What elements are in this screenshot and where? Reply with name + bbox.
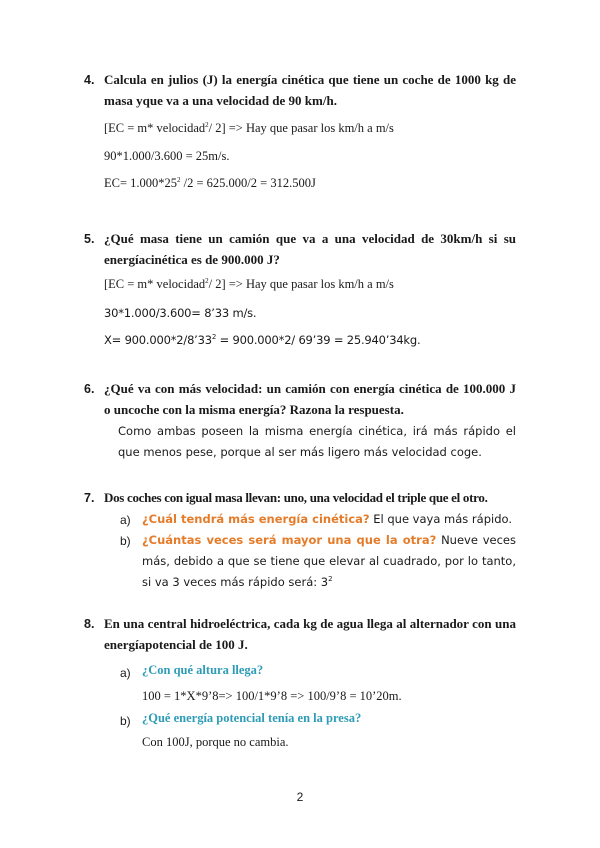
q6-number: 6. <box>84 382 95 396</box>
q4-formula: [EC = m* velocidad$^2$/ 2] => Hay que pasar los km/h a m/s <box>104 121 394 135</box>
q6-line1: ¿Qué va con más velocidad: un camión con energía cinética de 100.000 J <box>104 381 516 396</box>
q5-number: 5. <box>84 232 95 246</box>
q4-calc1: 90*1.000/3.600 = 25m/s. <box>104 149 230 163</box>
q7-b-question: ¿Cuántas veces será mayor una que la otra? <box>142 533 437 547</box>
q8-b-label: b) <box>120 714 131 728</box>
q7-text: Dos coches con igual masa llevan: uno, una velocidad el triple que el otro. <box>104 490 488 505</box>
q7-a-label: a) <box>120 513 131 527</box>
page-number: 2 <box>296 790 304 804</box>
q6-line2: o uncoche con la misma energía? Razona la respuesta. <box>104 402 404 417</box>
q8-b-question: ¿Qué energía potencial tenía en la presa? <box>142 711 362 725</box>
q4-calc2: $EC= 1.000*25^2$ /2 = 625.000/2 = 312.500J <box>104 176 316 190</box>
q5-line2: energíacinética es de 900.000 J? <box>104 252 280 267</box>
q7-a-question: ¿Cuál tendrá más energía cinética? <box>142 512 370 526</box>
q7-a-line <box>142 509 516 530</box>
q8-line1: En una central hidroeléctrica, cada kg de agua llega al alternador con una <box>104 616 516 631</box>
q4-number: 4. <box>84 73 95 87</box>
q8-a-label: a) <box>120 666 131 680</box>
q4-line2: masa yque va a una velocidad de 90 km/h. <box>104 93 337 108</box>
q6-answer: Como ambas poseen la misma energía cinética, irá más rápido el que menos pese, porque al ser más ligero más velocidad coge. <box>118 424 516 459</box>
q7-b-answer: Nueve veces más, debido a que se tiene que elevar al cuadrado, por lo tanto, si va 3 veces más rápido será: 3 <box>142 533 516 589</box>
q5-formula: [EC = m* velocidad$^2$/ 2] => Hay que pasar los km/h a m/s <box>104 277 394 291</box>
q5-calc2: $X= 900.000*2/8’33^2 = 900.000*2/$ 69’39 = 25.940’34kg. <box>104 333 421 347</box>
q8-a-answer: 100 = 1*X*9’8=> 100/1*9’8 => 100/9’8 = 10’20m. <box>142 689 402 703</box>
q8-line2: energíapotencial de 100 J. <box>104 637 248 652</box>
q8-a-question: ¿Con qué altura llega? <box>142 663 264 677</box>
q7-b-label: b) <box>120 534 131 548</box>
q4-line1: Calcula en julios (J) la energía cinética que tiene un coche de 1000 kg de <box>104 72 516 87</box>
q5-calc1: 30*1.000/3.600= 8’33 m/s. <box>104 306 257 320</box>
q7-b-line: ¿Cuántas veces será mayor una que la otra? Nueve veces más, debido a que se tiene que elevar al cuadrado, por lo tanto, si va 3 veces más rápido será: $3^2$ <box>142 533 516 589</box>
q7-a-answer: El que vaya más rápido. <box>369 512 512 526</box>
q8-number: 8. <box>84 617 95 631</box>
q8-b-answer: Con 100J, porque no cambia. <box>142 735 289 749</box>
q7-number: 7. <box>84 491 95 505</box>
q5-line1: ¿Qué masa tiene un camión que va a una velocidad de 30km/h si su <box>104 231 516 246</box>
